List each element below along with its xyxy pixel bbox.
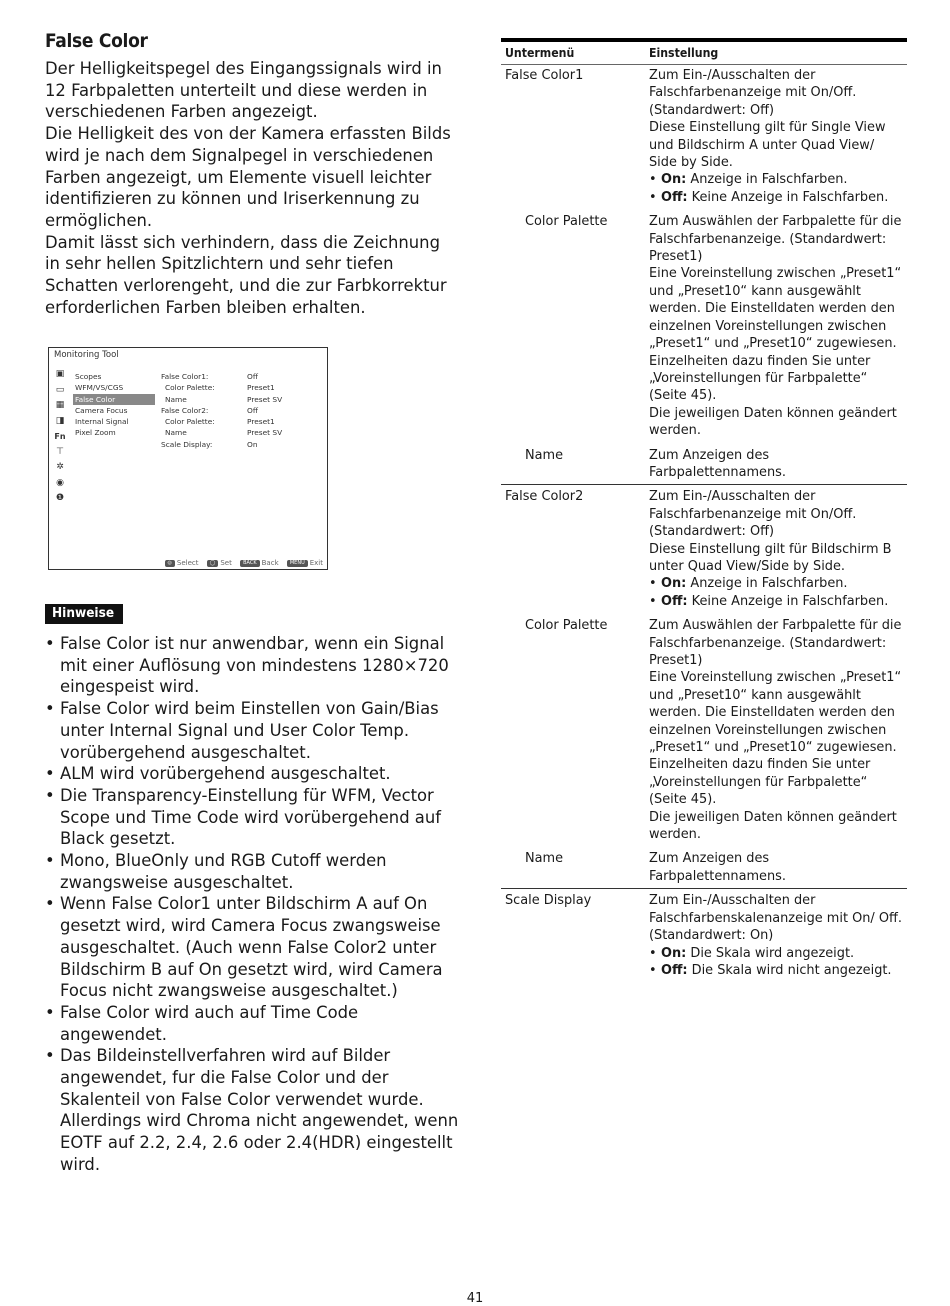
row-text: Die jeweiligen Daten können geändert werden.: [649, 405, 897, 439]
table-header: [501, 38, 907, 65]
table-row: [501, 888, 907, 979]
footer-select: Select: [176, 559, 199, 567]
row-label: Color Palette: [525, 214, 608, 230]
param-value: Off: [247, 405, 258, 415]
row-label: Name: [525, 447, 564, 463]
param-value: On: [247, 439, 258, 449]
row-content: Zum Anzeigen des Farbpalettennamens.: [649, 851, 786, 884]
intro-text: [45, 58, 460, 318]
note-item: • ALM wird vorübergehend ausgeschaltet.: [45, 763, 460, 785]
param-row[interactable]: [161, 382, 321, 393]
menu-item-internal-signal[interactable]: Internal Signal: [75, 417, 129, 427]
param-row[interactable]: [161, 416, 321, 427]
note-item: • Mono, BlueOnly und RGB Cutoff werden zwangsweise ausgeschaltet.: [45, 850, 460, 893]
param-value: Preset1: [247, 417, 275, 427]
dial-icon: ◎: [165, 560, 175, 567]
param-value: Preset SV: [247, 394, 283, 404]
option-off: • Off: Keine Anzeige in Falschfarben.: [649, 189, 905, 206]
note-item: • Wenn False Color1 unter Bildschirm A auf On gesetzt wird, wird Camera Focus zwangsweise ausgeschaltet. (Auch wenn False Color2 unter Bildschirm B auf On gesetzt wird, wird Camera Focus nicht zwangsweise ausgeschaltet.): [45, 893, 460, 1002]
menu-item-camera-focus[interactable]: Camera Focus: [75, 405, 128, 415]
row-text: Zum Auswählen der Farbpalette für die Falschfarbenanzeige. (Standardwert: Preset1): [649, 618, 902, 668]
param-label: Name: [165, 428, 187, 438]
param-row[interactable]: [161, 405, 321, 416]
person-icon: ▣: [55, 369, 65, 379]
footer-set: Set: [220, 559, 232, 567]
image-icon: ▭: [55, 384, 65, 395]
network-icon: ⊤: [56, 446, 64, 457]
param-label: Color Palette:: [165, 383, 215, 393]
param-row[interactable]: [161, 394, 321, 405]
note-item: • Die Transparency-Einstellung für WFM, Vector Scope und Time Code wird vorübergehend auf Black gesetzt.: [45, 785, 460, 850]
screen-footer: [159, 559, 323, 567]
param-label: Name: [165, 394, 187, 404]
row-label: False Color2: [505, 489, 584, 505]
screen-title: Monitoring Tool: [54, 350, 119, 360]
param-value: Off: [247, 372, 258, 381]
param-label: False Color2:: [161, 405, 209, 415]
screen-params: [161, 371, 321, 450]
wrench-icon: ◉: [56, 477, 64, 488]
menu-item-pixel-zoom[interactable]: Pixel Zoom: [75, 428, 116, 438]
intro-paragraph: Damit lässt sich verhindern, dass die Zeichnung in sehr hellen Spitzlichtern und sehr tiefen Schatten verlorengeht, und die zur Farbkorrektur erforderlichen Farben bleiben erhalten.: [45, 232, 447, 317]
menu-item-false-color[interactable]: False Color: [73, 394, 155, 405]
table-row: [501, 206, 907, 439]
table-row: [501, 843, 907, 888]
note-item: • Das Bildeinstellverfahren wird auf Bilder angewendet, fur die False Color und der Skalenteil von False Color verwendet wurde. Allerdings wird Chroma nicht angewendet, wenn EOTF auf 2.2, 2.4, 2.6 oder 2.4(HDR) eingestellt wird.: [45, 1045, 460, 1175]
row-text: Zum Auswählen der Farbpalette für die Falschfarbenanzeige. (Standardwert: Preset1): [649, 214, 902, 265]
monitoring-tool-screenshot: [48, 347, 328, 570]
row-text: Zum Ein-/Ausschalten der Falschfarbenanzeige mit On/Off. (Standardwert: Off): [649, 68, 857, 118]
param-row[interactable]: [161, 439, 321, 450]
param-row[interactable]: [161, 371, 321, 382]
table-row: [501, 65, 907, 206]
menu-item-scopes[interactable]: Scopes: [75, 372, 102, 381]
row-content: [649, 892, 907, 979]
param-value: Preset1: [247, 383, 275, 393]
menu-key: MENU: [287, 560, 308, 567]
param-value: Preset SV: [247, 428, 283, 438]
row-text: Diese Einstellung gilt für Single View und Bildschirm A unter Quad View/ Side by Side.: [649, 120, 886, 171]
row-label: False Color1: [505, 68, 584, 83]
param-label: Scale Display:: [161, 439, 213, 449]
param-label: Color Palette:: [165, 417, 215, 427]
key-icon: ◯: [207, 560, 219, 567]
row-text: Zum Ein-/Ausschalten der Falschfarbenskalenanzeige mit On/ Off. (Standardwert: On): [649, 893, 902, 944]
footer-back: Back: [261, 559, 279, 567]
row-label: Color Palette: [525, 618, 608, 634]
table-row: [501, 440, 907, 485]
back-key: BACK: [240, 560, 260, 567]
settings-table: [501, 38, 907, 979]
note-item: • False Color ist nur anwendbar, wenn ein Signal mit einer Auflösung von mindestens 1280×720 eingespeist wird.: [45, 633, 460, 698]
row-content: [649, 67, 907, 206]
notes-heading: Hinweise: [45, 604, 123, 624]
menu-item-wfm[interactable]: WFM/VS/CGS: [75, 383, 124, 393]
row-text: Eine Voreinstellung zwischen „Preset1“ und „Preset10“ kann ausgewählt werden. Die Einstelldaten werden den einzelnen Voreinstellungen zwischen „Preset1“ und „Preset10“ zugewiesen. Einzelheiten dazu finden Sie unter „Voreinstellungen für Farbpalette“ (Seite 45).: [649, 670, 902, 808]
row-text: Die jeweiligen Daten können geändert werden.: [649, 809, 897, 843]
screen-icon-column: [54, 367, 66, 507]
row-content: Zum Anzeigen des Farbpalettennamens.: [649, 447, 786, 480]
gear-icon: ✲: [56, 462, 64, 472]
page-number: 41: [466, 1291, 484, 1306]
option-off: • Off: Keine Anzeige in Falschfarben.: [649, 593, 905, 610]
intro-paragraph: Der Helligkeitspegel des Eingangssignals wird in 12 Farbpaletten unterteilt und diese werden in verschiedenen Farben angezeigt.: [45, 59, 442, 122]
row-label: Scale Display: [505, 893, 592, 909]
header-submenu: Untermenü: [505, 46, 575, 60]
param-label: False Color1:: [161, 372, 209, 381]
table-row: [501, 484, 907, 610]
table-row: [501, 610, 907, 843]
grid-icon: ▦: [55, 400, 65, 410]
row-label: Name: [525, 851, 564, 867]
row-text: Diese Einstellung gilt für Bildschirm B unter Quad View/Side by Side.: [649, 541, 892, 574]
function-icon: Fn: [54, 432, 66, 441]
option-off: • Off: Die Skala wird nicht angezeigt.: [649, 962, 905, 979]
split-view-icon: ◨: [55, 415, 65, 426]
notes-list: [45, 633, 460, 1176]
row-content: [649, 617, 907, 843]
note-item: • False Color wird beim Einstellen von Gain/Bias unter Internal Signal und User Color Temp. vorübergehend ausgeschaltet.: [45, 698, 460, 763]
left-column: [45, 30, 460, 318]
option-on: • On: Anzeige in Falschfarben.: [649, 575, 905, 592]
row-text: Zum Ein-/Ausschalten der Falschfarbenanzeige mit On/Off. (Standardwert: Off): [649, 489, 857, 540]
header-setting: Einstellung: [649, 46, 719, 60]
info-icon: ❶: [55, 493, 65, 503]
section-title: False Color: [45, 30, 148, 52]
intro-paragraph: Die Helligkeit des von der Kamera erfassten Bilds wird je nach dem Signalpegel in verschiedenen Farben angezeigt, um Elemente visuell leichter identifizieren zu können und Iriserkennung zu ermöglichen.: [45, 124, 451, 230]
row-text: Eine Voreinstellung zwischen „Preset1“ und „Preset10“ kann ausgewählt werden. Die Einstelldaten werden den einzelnen Voreinstellungen zwischen „Preset1“ und „Preset10“ zugewiesen. Einzelheiten dazu finden Sie unter „Voreinstellungen für Farbpalette“ (Seite 45).: [649, 266, 902, 404]
option-on: • On: Die Skala wird angezeigt.: [649, 945, 905, 962]
note-item: • False Color wird auch auf Time Code angewendet.: [45, 1002, 460, 1045]
row-content: [649, 488, 907, 610]
screen-menu: [73, 371, 155, 439]
param-row[interactable]: [161, 427, 321, 438]
row-content: [649, 213, 907, 439]
option-on: • On: Anzeige in Falschfarben.: [649, 171, 905, 188]
footer-exit: Exit: [309, 559, 323, 567]
